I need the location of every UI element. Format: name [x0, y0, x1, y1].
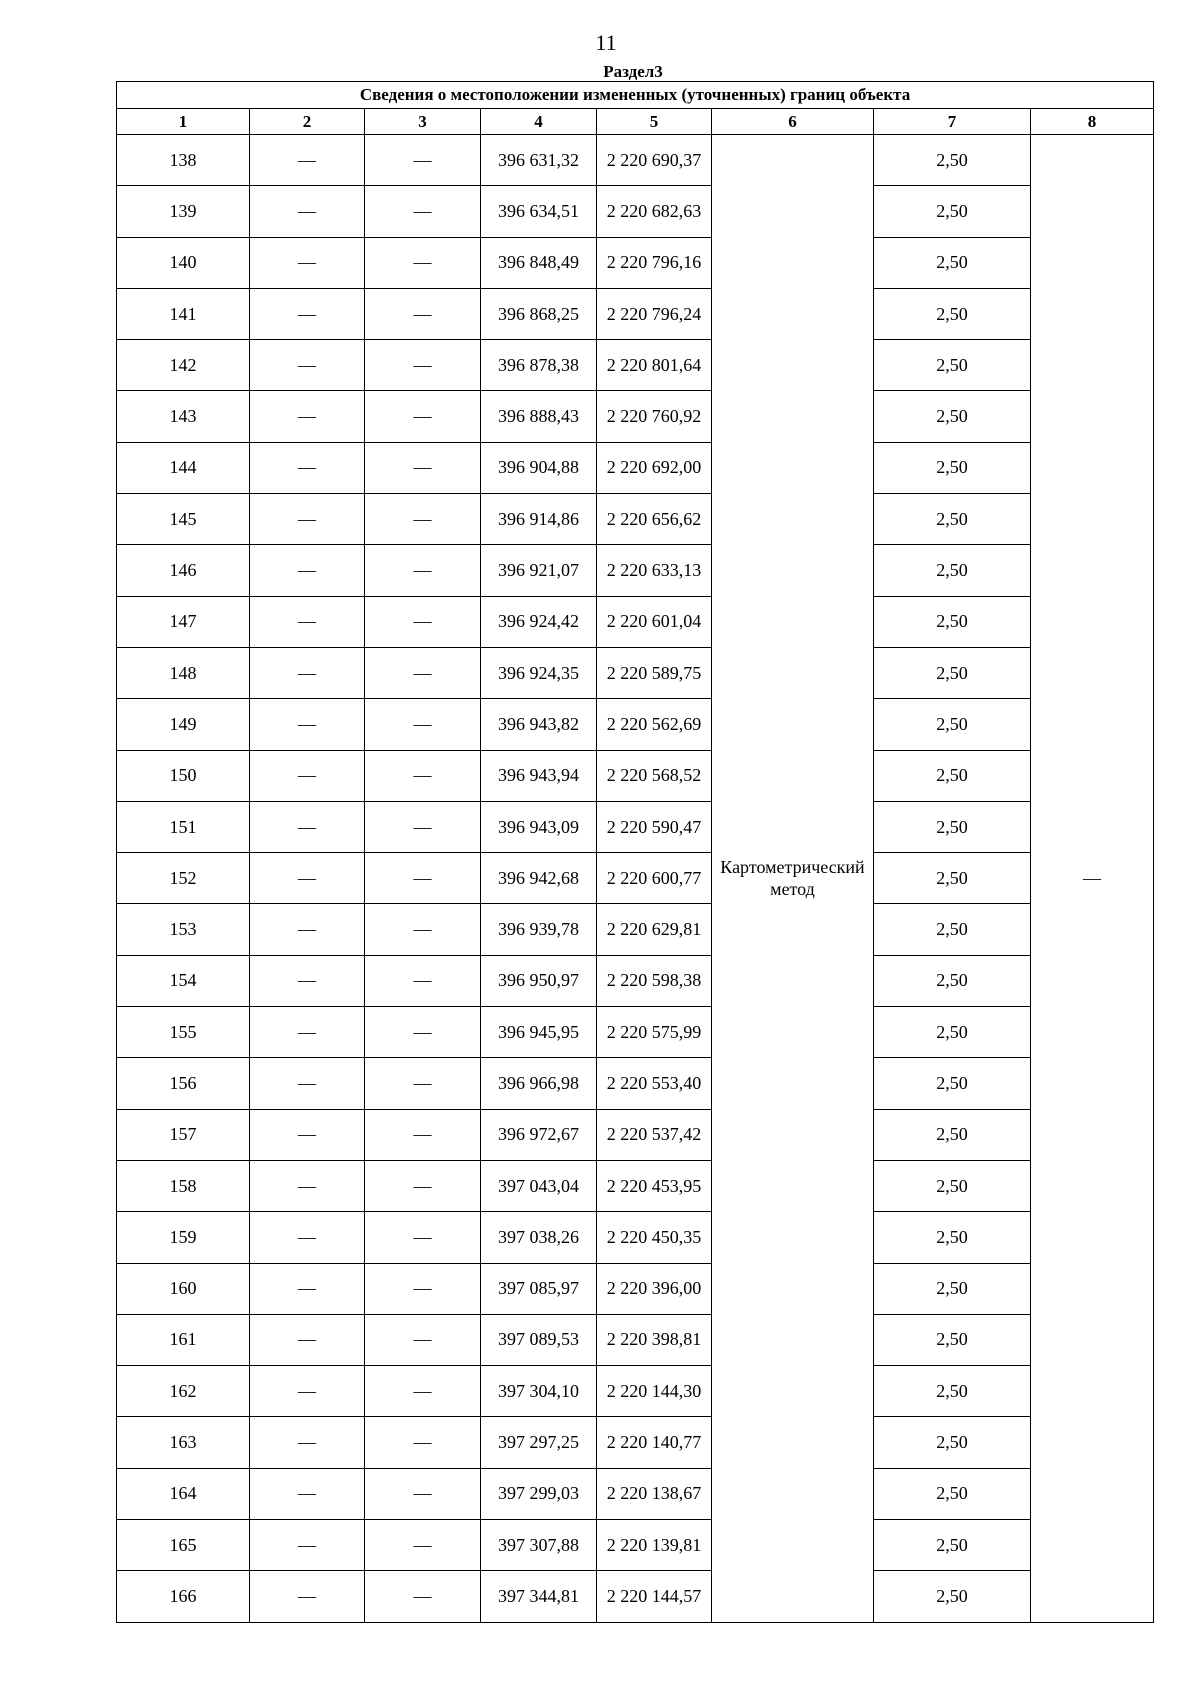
coordinate-y-cell: 2 220 656,62 — [597, 494, 712, 545]
table-row — [117, 1160, 1154, 1211]
column-3-cell: — — [365, 237, 481, 288]
column-3-cell: — — [365, 750, 481, 801]
column-2-cell: — — [250, 1160, 365, 1211]
coordinate-y-cell: 2 220 139,81 — [597, 1520, 712, 1571]
coordinate-y-cell: 2 220 144,30 — [597, 1366, 712, 1417]
column-3-cell: — — [365, 135, 481, 186]
accuracy-cell: 2,50 — [874, 1109, 1031, 1160]
coordinate-y-cell: 2 220 629,81 — [597, 904, 712, 955]
accuracy-cell: 2,50 — [874, 1160, 1031, 1211]
column-3-cell: — — [365, 391, 481, 442]
coordinate-y-cell: 2 220 396,00 — [597, 1263, 712, 1314]
accuracy-cell: 2,50 — [874, 237, 1031, 288]
coordinate-x-cell: 397 307,88 — [481, 1520, 597, 1571]
point-number-cell: 150 — [117, 750, 250, 801]
column-2-cell: — — [250, 1263, 365, 1314]
point-number-cell: 146 — [117, 545, 250, 596]
column-2-cell: — — [250, 1109, 365, 1160]
coordinate-x-cell: 396 878,38 — [481, 340, 597, 391]
column-number-4: 4 — [481, 109, 597, 135]
point-number-cell: 144 — [117, 442, 250, 493]
column-2-cell: — — [250, 494, 365, 545]
table-row — [117, 1058, 1154, 1109]
column-2-cell: — — [250, 1468, 365, 1519]
coordinate-x-cell: 397 085,97 — [481, 1263, 597, 1314]
coordinate-x-cell: 397 344,81 — [481, 1571, 597, 1622]
coordinate-x-cell: 397 038,26 — [481, 1212, 597, 1263]
accuracy-cell: 2,50 — [874, 801, 1031, 852]
column-3-cell: — — [365, 1571, 481, 1622]
table-row — [117, 1314, 1154, 1365]
boundary-coordinates-table — [116, 81, 1154, 1623]
coordinate-y-cell: 2 220 601,04 — [597, 596, 712, 647]
column-number-7: 7 — [874, 109, 1031, 135]
coordinate-x-cell: 396 921,07 — [481, 545, 597, 596]
accuracy-cell: 2,50 — [874, 1058, 1031, 1109]
column-3-cell: — — [365, 1212, 481, 1263]
column-2-cell: — — [250, 904, 365, 955]
table-row — [117, 1007, 1154, 1058]
column-3-cell: — — [365, 801, 481, 852]
coordinate-x-cell: 396 943,94 — [481, 750, 597, 801]
column-2-cell: — — [250, 1366, 365, 1417]
column-2-cell: — — [250, 1212, 365, 1263]
column-2-cell: — — [250, 750, 365, 801]
coordinate-y-cell: 2 220 140,77 — [597, 1417, 712, 1468]
coordinate-y-cell: 2 220 760,92 — [597, 391, 712, 442]
point-number-cell: 142 — [117, 340, 250, 391]
accuracy-cell: 2,50 — [874, 955, 1031, 1006]
coordinate-y-cell: 2 220 633,13 — [597, 545, 712, 596]
accuracy-cell: 2,50 — [874, 391, 1031, 442]
column-2-cell: — — [250, 853, 365, 904]
table-row — [117, 853, 1154, 904]
table-row — [117, 1109, 1154, 1160]
accuracy-cell: 2,50 — [874, 1007, 1031, 1058]
table-row — [117, 1571, 1154, 1622]
table-row — [117, 1212, 1154, 1263]
table-row — [117, 1520, 1154, 1571]
column-number-2: 2 — [250, 109, 365, 135]
column-3-cell: — — [365, 1058, 481, 1109]
column-2-cell: — — [250, 699, 365, 750]
point-number-cell: 153 — [117, 904, 250, 955]
table-row — [117, 442, 1154, 493]
method-cell: Картометрический метод — [712, 135, 874, 1623]
point-number-cell: 164 — [117, 1468, 250, 1519]
coordinate-x-cell: 396 972,67 — [481, 1109, 597, 1160]
coordinate-x-cell: 396 634,51 — [481, 186, 597, 237]
point-number-cell: 157 — [117, 1109, 250, 1160]
point-number-cell: 162 — [117, 1366, 250, 1417]
table-row — [117, 288, 1154, 339]
column-2-cell: — — [250, 801, 365, 852]
column-2-cell: — — [250, 647, 365, 698]
point-number-cell: 155 — [117, 1007, 250, 1058]
column-3-cell: — — [365, 1520, 481, 1571]
column-3-cell: — — [365, 545, 481, 596]
coordinate-y-cell: 2 220 398,81 — [597, 1314, 712, 1365]
coordinate-x-cell: 396 888,43 — [481, 391, 597, 442]
coordinate-x-cell: 396 942,68 — [481, 853, 597, 904]
coordinate-y-cell: 2 220 598,38 — [597, 955, 712, 1006]
point-number-cell: 158 — [117, 1160, 250, 1211]
point-number-cell: 152 — [117, 853, 250, 904]
column-3-cell: — — [365, 853, 481, 904]
point-number-cell: 161 — [117, 1314, 250, 1365]
column-3-cell: — — [365, 699, 481, 750]
point-number-cell: 138 — [117, 135, 250, 186]
accuracy-cell: 2,50 — [874, 1212, 1031, 1263]
table-row — [117, 699, 1154, 750]
accuracy-cell: 2,50 — [874, 494, 1031, 545]
point-number-cell: 154 — [117, 955, 250, 1006]
column-3-cell: — — [365, 1417, 481, 1468]
coordinate-y-cell: 2 220 138,67 — [597, 1468, 712, 1519]
point-number-cell: 151 — [117, 801, 250, 852]
point-number-cell: 147 — [117, 596, 250, 647]
coordinate-y-cell: 2 220 562,69 — [597, 699, 712, 750]
column-2-cell: — — [250, 340, 365, 391]
column-3-cell: — — [365, 1314, 481, 1365]
table-row — [117, 596, 1154, 647]
accuracy-cell: 2,50 — [874, 596, 1031, 647]
accuracy-cell: 2,50 — [874, 186, 1031, 237]
table-row — [117, 545, 1154, 596]
point-number-cell: 160 — [117, 1263, 250, 1314]
table-row — [117, 647, 1154, 698]
table-caption: Сведения о местоположении измененных (уточненных) границ объекта — [117, 82, 1154, 109]
coordinate-x-cell: 396 868,25 — [481, 288, 597, 339]
point-number-cell: 149 — [117, 699, 250, 750]
table-row — [117, 340, 1154, 391]
column-number-5: 5 — [597, 109, 712, 135]
point-number-cell: 166 — [117, 1571, 250, 1622]
point-number-cell: 143 — [117, 391, 250, 442]
column-2-cell: — — [250, 545, 365, 596]
coordinate-y-cell: 2 220 450,35 — [597, 1212, 712, 1263]
column-3-cell: — — [365, 442, 481, 493]
column-2-cell: — — [250, 1520, 365, 1571]
coordinate-x-cell: 396 943,09 — [481, 801, 597, 852]
column-3-cell: — — [365, 904, 481, 955]
column-2-cell: — — [250, 955, 365, 1006]
column-2-cell: — — [250, 596, 365, 647]
accuracy-cell: 2,50 — [874, 288, 1031, 339]
coordinate-x-cell: 396 966,98 — [481, 1058, 597, 1109]
accuracy-cell: 2,50 — [874, 904, 1031, 955]
point-number-cell: 165 — [117, 1520, 250, 1571]
coordinate-y-cell: 2 220 575,99 — [597, 1007, 712, 1058]
column-2-cell: — — [250, 186, 365, 237]
column-3-cell: — — [365, 1468, 481, 1519]
coordinate-x-cell: 396 939,78 — [481, 904, 597, 955]
column-number-1: 1 — [117, 109, 250, 135]
column-3-cell: — — [365, 1160, 481, 1211]
column-2-cell: — — [250, 1314, 365, 1365]
coordinate-x-cell: 397 304,10 — [481, 1366, 597, 1417]
table-row — [117, 1263, 1154, 1314]
accuracy-cell: 2,50 — [874, 1263, 1031, 1314]
accuracy-cell: 2,50 — [874, 647, 1031, 698]
column-2-cell: — — [250, 1058, 365, 1109]
table-row — [117, 750, 1154, 801]
accuracy-cell: 2,50 — [874, 750, 1031, 801]
coordinate-x-cell: 396 924,42 — [481, 596, 597, 647]
column-3-cell: — — [365, 1263, 481, 1314]
coordinate-x-cell: 397 299,03 — [481, 1468, 597, 1519]
table-row — [117, 955, 1154, 1006]
table-row — [117, 237, 1154, 288]
coordinate-y-cell: 2 220 568,52 — [597, 750, 712, 801]
column-number-3: 3 — [365, 109, 481, 135]
column-2-cell: — — [250, 237, 365, 288]
page-number: 11 — [595, 30, 617, 55]
coordinate-y-cell: 2 220 553,40 — [597, 1058, 712, 1109]
table-row — [117, 135, 1154, 186]
coordinate-x-cell: 397 043,04 — [481, 1160, 597, 1211]
coordinate-y-cell: 2 220 796,16 — [597, 237, 712, 288]
table-row — [117, 801, 1154, 852]
point-number-cell: 156 — [117, 1058, 250, 1109]
coordinate-y-cell: 2 220 796,24 — [597, 288, 712, 339]
column-3-cell: — — [365, 1007, 481, 1058]
table-row — [117, 1366, 1154, 1417]
column-2-cell: — — [250, 1007, 365, 1058]
point-number-cell: 139 — [117, 186, 250, 237]
accuracy-cell: 2,50 — [874, 340, 1031, 391]
coordinate-x-cell: 396 914,86 — [481, 494, 597, 545]
coordinate-y-cell: 2 220 537,42 — [597, 1109, 712, 1160]
accuracy-cell: 2,50 — [874, 135, 1031, 186]
coordinate-y-cell: 2 220 453,95 — [597, 1160, 712, 1211]
column-3-cell: — — [365, 288, 481, 339]
column-2-cell: — — [250, 135, 365, 186]
coordinate-x-cell: 396 943,82 — [481, 699, 597, 750]
point-number-cell: 140 — [117, 237, 250, 288]
accuracy-cell: 2,50 — [874, 1314, 1031, 1365]
table-row — [117, 186, 1154, 237]
column-8-cell: — — [1031, 135, 1154, 1623]
accuracy-cell: 2,50 — [874, 1417, 1031, 1468]
accuracy-cell: 2,50 — [874, 442, 1031, 493]
coordinate-y-cell: 2 220 692,00 — [597, 442, 712, 493]
column-3-cell: — — [365, 186, 481, 237]
coordinate-x-cell: 396 945,95 — [481, 1007, 597, 1058]
coordinate-y-cell: 2 220 682,63 — [597, 186, 712, 237]
accuracy-cell: 2,50 — [874, 1366, 1031, 1417]
column-3-cell: — — [365, 596, 481, 647]
point-number-cell: 141 — [117, 288, 250, 339]
table-row — [117, 391, 1154, 442]
coordinate-y-cell: 2 220 801,64 — [597, 340, 712, 391]
column-3-cell: — — [365, 955, 481, 1006]
column-3-cell: — — [365, 494, 481, 545]
table-row — [117, 904, 1154, 955]
column-3-cell: — — [365, 1109, 481, 1160]
column-3-cell: — — [365, 340, 481, 391]
coordinate-y-cell: 2 220 590,47 — [597, 801, 712, 852]
column-2-cell: — — [250, 1571, 365, 1622]
accuracy-cell: 2,50 — [874, 699, 1031, 750]
table-row — [117, 1468, 1154, 1519]
point-number-cell: 159 — [117, 1212, 250, 1263]
section-title: Раздел3 — [603, 62, 663, 81]
point-number-cell: 145 — [117, 494, 250, 545]
column-number-6: 6 — [712, 109, 874, 135]
column-2-cell: — — [250, 288, 365, 339]
accuracy-cell: 2,50 — [874, 1468, 1031, 1519]
coordinate-x-cell: 396 950,97 — [481, 955, 597, 1006]
accuracy-cell: 2,50 — [874, 545, 1031, 596]
coordinate-x-cell: 396 848,49 — [481, 237, 597, 288]
accuracy-cell: 2,50 — [874, 853, 1031, 904]
column-number-8: 8 — [1031, 109, 1154, 135]
accuracy-cell: 2,50 — [874, 1520, 1031, 1571]
table-row — [117, 1417, 1154, 1468]
table-row — [117, 494, 1154, 545]
coordinate-y-cell: 2 220 690,37 — [597, 135, 712, 186]
column-2-cell: — — [250, 391, 365, 442]
point-number-cell: 163 — [117, 1417, 250, 1468]
point-number-cell: 148 — [117, 647, 250, 698]
coordinate-y-cell: 2 220 600,77 — [597, 853, 712, 904]
column-3-cell: — — [365, 647, 481, 698]
coordinate-y-cell: 2 220 144,57 — [597, 1571, 712, 1622]
coordinate-x-cell: 396 631,32 — [481, 135, 597, 186]
coordinate-x-cell: 396 924,35 — [481, 647, 597, 698]
column-2-cell: — — [250, 1417, 365, 1468]
coordinate-y-cell: 2 220 589,75 — [597, 647, 712, 698]
coordinate-x-cell: 397 297,25 — [481, 1417, 597, 1468]
column-3-cell: — — [365, 1366, 481, 1417]
accuracy-cell: 2,50 — [874, 1571, 1031, 1622]
column-2-cell: — — [250, 442, 365, 493]
coordinate-x-cell: 397 089,53 — [481, 1314, 597, 1365]
coordinate-x-cell: 396 904,88 — [481, 442, 597, 493]
